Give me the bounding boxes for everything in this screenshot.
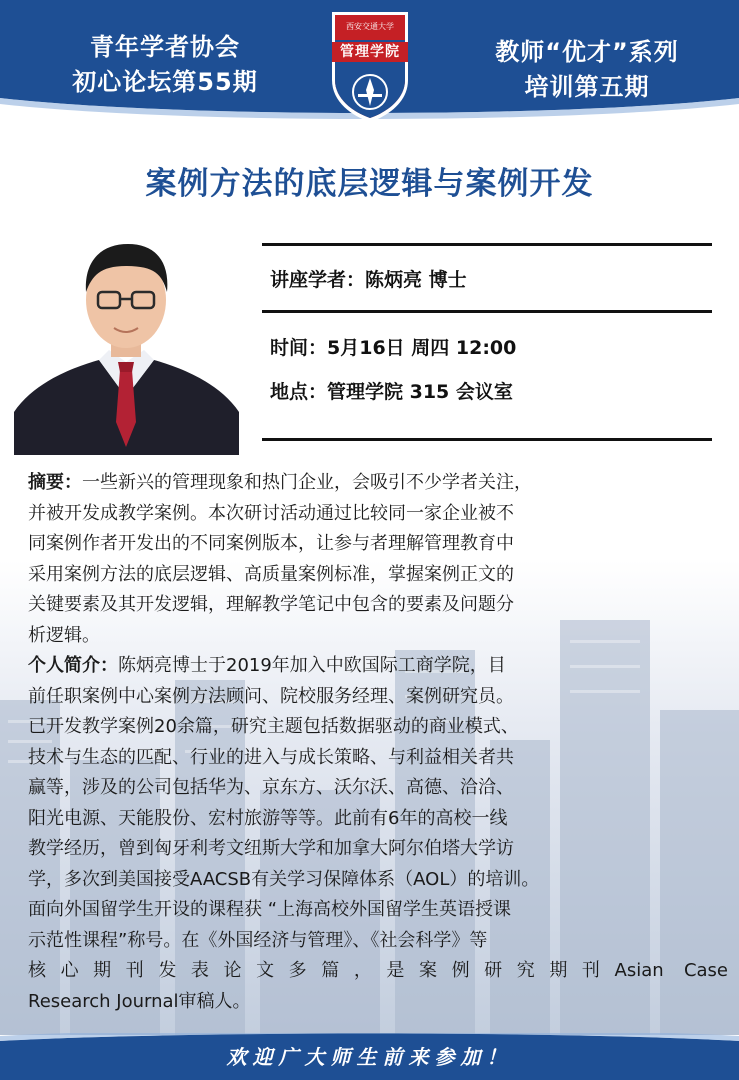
training-series-line1: 教师“优才”系列: [495, 38, 679, 66]
bio-label: 个人简介：: [28, 655, 118, 676]
abstract-first-line: [28, 468, 728, 499]
training-series-title: [452, 35, 722, 105]
footer-invitation: 欢迎广大师生前来参加！: [226, 1045, 513, 1069]
abstract-line: 析逻辑。: [28, 624, 100, 646]
badge-school-name: 管理学院: [332, 42, 408, 62]
abstract-line: 关键要素及其开发逻辑，理解教学笔记中包含的要素及问题分: [28, 594, 514, 615]
footer-band: [0, 1033, 739, 1080]
info-divider-middle: [262, 310, 712, 313]
event-location: 地点：管理学院 315 会议室: [270, 381, 513, 403]
badge-university-name: 西安交通大学: [346, 22, 394, 31]
abstract-line: 同案例作者开发出的不同案例版本，让参与者理解管理教育中: [28, 533, 514, 554]
lecture-title: 案例方法的底层逻辑与案例开发: [145, 166, 594, 202]
bio-first-line: [28, 651, 728, 682]
bio-line: 面向外国留学生开设的课程获 “上海高校外国留学生英语授课: [28, 899, 512, 920]
forum-series-line2: 初心论坛第55期: [72, 68, 258, 96]
bio-line: 已开发教学案例20余篇，研究主题包括数据驱动的商业模式、: [28, 716, 519, 737]
bio-line: 阳光电源、天能股份、宏村旅游等等。此前有6年的高校一线: [28, 807, 508, 829]
speaker-name: 讲座学者：陈炳亮 博士: [270, 269, 467, 291]
forum-series-title: [30, 30, 300, 100]
abstract-label: 摘要：: [28, 472, 82, 493]
bio-line: Research Journal审稿人。: [28, 990, 251, 1012]
training-series-line2: 培训第五期: [524, 73, 650, 101]
bio-line: 技术与生态的匹配、行业的进入与成长策略、与利益相关者共: [28, 746, 514, 768]
bio-line: 前任职案例中心案例方法顾问、院校服务经理、案例研究员。: [28, 685, 514, 707]
lecture-description: [28, 468, 728, 1017]
speaker-photo: [14, 222, 239, 455]
bio-line: 示范性课程”称号。在《外国经济与管理》、《社会科学》等: [28, 929, 488, 951]
abstract-line: 采用案例方法的底层逻辑、高质量案例标准，掌握案例正文的: [28, 563, 514, 585]
bio-text: 陈炳亮博士于2019年加入中欧国际工商学院，目: [118, 655, 506, 676]
info-divider-bottom: [262, 438, 712, 441]
abstract-text: 一些新兴的管理现象和热门企业，会吸引不少学者关注，: [82, 472, 532, 493]
info-divider-top: [262, 243, 712, 246]
bio-line: 学，多次到美国接受AACSB有关学习保障体系（AOL）的培训。: [28, 868, 540, 890]
bio-line: 赢等，涉及的公司包括华为、京东方、沃尔沃、高德、洽洽、: [28, 777, 514, 798]
abstract-line: 并被开发成教学案例。本次研讨活动通过比较同一家企业被不: [28, 502, 514, 524]
event-time: 时间：5月16日 周四 12:00: [270, 337, 517, 359]
school-badge-logo: [330, 10, 410, 124]
bio-line: 教学经历，曾到匈牙利考文纽斯大学和加拿大阿尔伯塔大学访: [28, 838, 514, 859]
bio-line: 核心期刊发表论文多篇，是案例研究期刊Asian Case: [28, 960, 728, 981]
forum-series-line1: 青年学者协会: [90, 33, 240, 61]
